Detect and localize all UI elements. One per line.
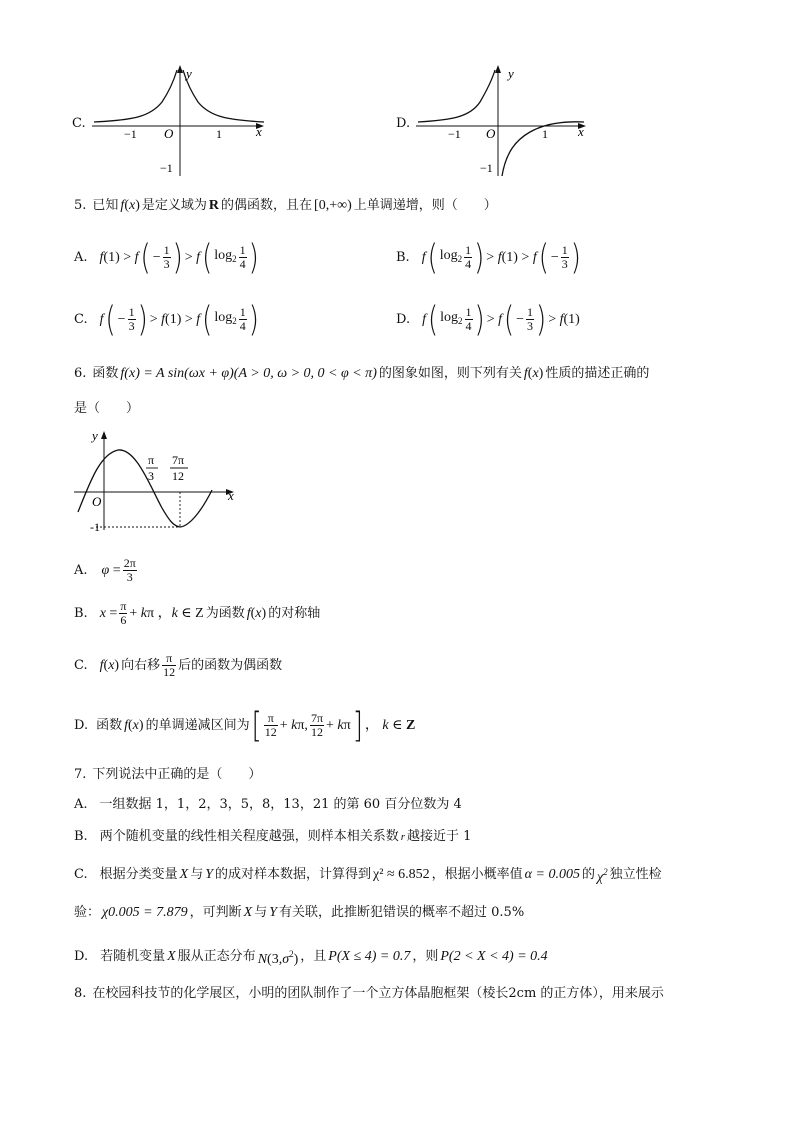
q5-option-c-label: C. [74,311,88,327]
tick-pi3-num: π [148,453,155,467]
q5-option-c: C. f ( − $\frac{1}{3}$ ) > f(1) > f ( $\log_2$ $\frac{1}{4}$ ) [74,299,259,340]
q5-stem [74,198,497,214]
q5-option-a-label: A. [74,249,88,265]
q6-option-b: B. x = $\frac{\pi}{6}$ + kπ ，k ∈ Z 为函数 f(x) 的对称轴 [74,599,321,627]
tick-label-y-neg1: −1 [480,161,493,175]
q6-formula: f(x) = A sin(ωx + φ)(A > 0, ω > 0, 0 < φ < π) [120,366,377,381]
q4-option-d-label: D. [396,116,411,131]
q6-text-b: 的图象如图，则下列有关 [378,366,522,381]
q7-option-d: D. 若随机变量 X 服从正态分布 $N(3,\sigma^2)$ ，且 P(X ≤ 4) = 0.7 ，则 P(2 < X < 4) = 0.4 [74,949,548,967]
q7-option-c-line2: 验： χ0.005 = 7.879 ，可判断 X 与 Y 有关联，此推断犯错误的概率不超过 0.5% [74,905,525,920]
q5-text-c: 的偶函数，且在 [221,198,313,213]
q6-option-c-label: C. [74,657,88,673]
q5-option-d-label: D. [396,311,411,327]
q6-number: 6. [74,366,87,381]
q7-option-b: B. 两个随机变量的线性相关程度越强，则样本相关系数 r 越接近于 1 [74,829,472,844]
q5-text-a: 已知 [92,198,119,213]
origin-label: O [486,126,496,141]
q5-fx: f(x) [120,198,140,213]
q6-text-c: 性质的描述正确的 [545,366,650,381]
q7-stem: 7. 下列说法中正确的是（ ） [74,767,262,782]
x-axis-label: x [228,488,234,503]
q5-option-a: A. f(1) > f ( − $\frac{1}{3}$ ) > f ( $\log_2$ $\frac{1}{4}$ ) [74,237,259,278]
q5-interval: [0,+∞) [314,198,352,213]
tick-7pi12-num: 7π [172,453,185,467]
tick-label-neg1: −1 [448,127,461,141]
q5-R: R [208,198,220,213]
q7-option-a: A. 一组数据 1，1，2，3，5，8，13，21 的第 60 百分位数为 4 [74,797,462,812]
q5-text-b: 是定义域为 [141,198,207,213]
tick-label-1: 1 [542,127,548,141]
q8-stem: 8. 在校园科技节的化学展区，小明的团队制作了一个立方体晶胞框架（棱长2cm 的正方体），用来展示 [74,986,664,1001]
q6-stem: 6. 函数 f(x) = A sin(ωx + φ)(A > 0, ω > 0, 0 < φ < π) 的图象如图，则下列有关 f(x) 性质的描述正确的 [74,366,650,381]
origin-label: O [92,494,102,509]
x-axis-label: x [578,124,584,139]
q6-sine-graph [70,426,246,534]
tick-label-neg1: −1 [124,127,137,141]
x-axis-label: x [256,124,262,139]
tick-label-1: 1 [216,127,222,141]
q7-option-c: C. 根据分类变量 X 与 Y 的成对样本数据，计算得到 χ² ≈ 6.852 ，根据小概率值 α = 0.005 的 $\chi^2$ 独立性检 [74,867,662,885]
q4-option-c-label: C. [72,116,86,131]
q7-number: 7. [74,767,87,782]
tick-7pi12-den: 12 [172,469,184,483]
q5-number: 5. [74,198,87,213]
tick-label-y-neg1: -1 [90,520,100,534]
origin-label: O [164,126,174,141]
q6-option-d-label: D. [74,717,89,733]
q5-text-d: 上单调递增，则（ ） [353,198,497,213]
q6-option-a-label: A. [74,562,88,578]
tick-label-y-neg1: −1 [160,161,173,175]
q6-option-c: C. f(x) 向右移 $\frac{\pi}{12}$ 后的函数为偶函数 [74,651,283,679]
q4-graph-d [412,62,597,180]
tick-pi3-den: 3 [148,469,154,483]
q6-text-a: 函数 [92,366,119,381]
q6-option-b-label: B. [74,605,88,621]
q5-option-b: B. f ( $\log_2$ $\frac{1}{4}$ ) > f(1) > f ( − $\frac{1}{3}$ ) [396,237,581,278]
q6-stem-line2: 是（ ） [74,401,140,416]
y-axis-label: y [186,66,192,81]
q6-option-d: D. 函数 f(x) 的单调递减区间为 [ $\frac{\pi}{12}$ + kπ, $\frac{7\pi}{12}$ + kπ ] ， k ∈ Z [74,705,416,746]
y-axis-label: y [508,66,514,81]
q4-graph-c [88,62,273,180]
q5-option-d: D. f ( $\log_2$ $\frac{1}{4}$ ) > f ( − $\frac{1}{3}$ ) > f(1) [396,299,580,340]
q6-option-a: A. φ = $\frac{2\pi}{3}$ [74,556,136,584]
q5-option-b-label: B. [396,249,410,265]
y-axis-label: y [92,428,98,443]
